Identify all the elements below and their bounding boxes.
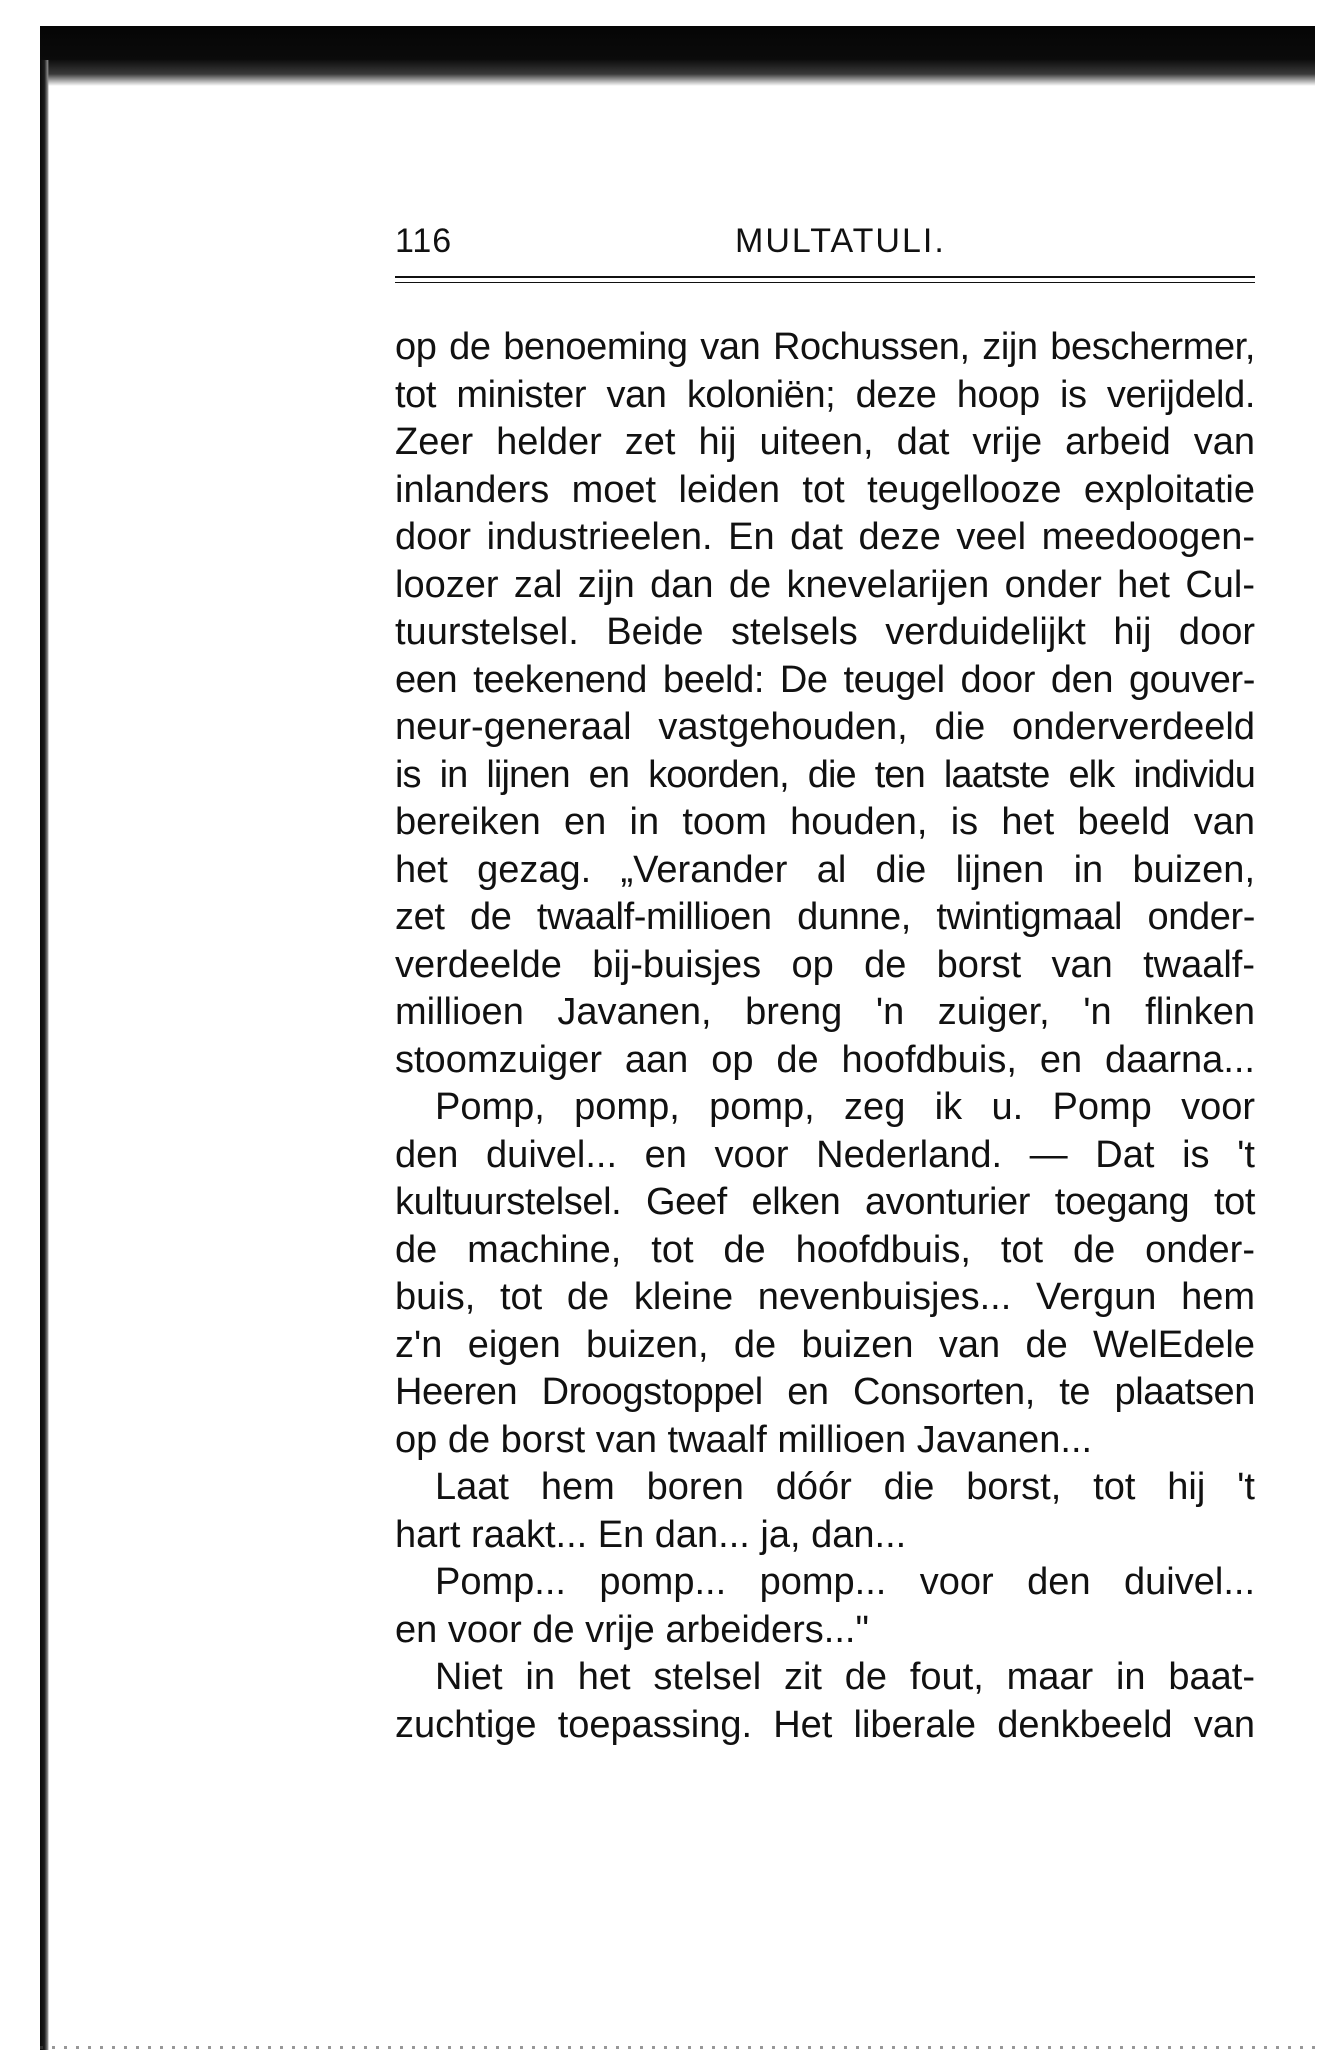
- text-line: tot minister van koloniën; deze hoop is verijdeld.: [395, 373, 1255, 416]
- text-line: millioen Javanen, breng 'n zuiger, 'n flinken: [395, 991, 1255, 1033]
- running-head: MULTATULI.: [735, 222, 946, 260]
- text-line: Pomp, pomp, pomp, zeg ik u. Pomp voor: [435, 1086, 1255, 1128]
- text-line: en voor de vrije arbeiders...": [395, 1608, 869, 1651]
- text-line: Zeer helder zet hij uiteen, dat vrije arbeid van: [395, 421, 1255, 463]
- text-line: Pomp... pomp... pomp... voor den duivel...: [435, 1561, 1255, 1603]
- text-line: door industrieelen. En dat deze veel meedoogen-: [395, 516, 1255, 558]
- text-line: Niet in het stelsel zit de fout, maar in baat-: [435, 1656, 1255, 1698]
- page-number: 116: [395, 222, 453, 260]
- scan-border-bottom: [40, 2046, 1315, 2049]
- text-line: het gezag. „Verander al die lijnen in buizen,: [395, 848, 1255, 891]
- header-rule: [395, 276, 1255, 283]
- text-line: op de benoeming van Rochussen, zijn beschermer,: [395, 326, 1255, 368]
- text-line: verdeelde bij-buisjes op de borst van twaalf-: [395, 943, 1255, 986]
- text-line: tuurstelsel. Beide stelsels verduidelijkt hij door: [395, 611, 1255, 653]
- text-line: is in lijnen en koorden, die ten laatste elk individu: [395, 753, 1255, 796]
- scan-border-top: [40, 26, 1315, 86]
- text-line: hart raakt... En dan... ja, dan...: [395, 1513, 907, 1556]
- text-line: neur-generaal vastgehouden, die onderverdeeld: [395, 706, 1255, 748]
- text-line: kultuurstelsel. Geef elken avonturier toegang tot: [395, 1181, 1255, 1223]
- text-line: een teekenend beeld: De teugel door den gouver-: [395, 658, 1255, 701]
- text-line: Heeren Droogstoppel en Consorten, te plaatsen: [395, 1371, 1255, 1413]
- scan-border-left: [40, 60, 49, 2050]
- text-line: de machine, tot de hoofdbuis, tot de onder-: [395, 1228, 1255, 1271]
- text-line: inlanders moet leiden tot teugellooze exploitatie: [395, 468, 1255, 511]
- page-header: [395, 222, 1255, 264]
- text-line: z'n eigen buizen, de buizen van de WelEdele: [395, 1323, 1255, 1366]
- text-line: den duivel... en voor Nederland. — Dat is 't: [395, 1133, 1255, 1176]
- text-line: bereiken en in toom houden, is het beeld van: [395, 801, 1255, 843]
- text-line: zuchtige toepassing. Het liberale denkbeeld van: [395, 1703, 1255, 1746]
- text-line: stoomzuiger aan op de hoofdbuis, en daarna...: [395, 1038, 1255, 1081]
- text-line: buis, tot de kleine nevenbuisjes... Vergun hem: [395, 1276, 1255, 1318]
- text-line: loozer zal zijn dan de knevelarijen onder het Cul-: [395, 563, 1255, 606]
- text-line: zet de twaalf-millioen dunne, twintigmaal onder-: [395, 896, 1255, 938]
- body-text: [395, 324, 1255, 1749]
- text-line: Laat hem boren dóór die borst, tot hij 't: [435, 1466, 1255, 1508]
- text-line: op de borst van twaalf millioen Javanen...: [395, 1418, 1093, 1461]
